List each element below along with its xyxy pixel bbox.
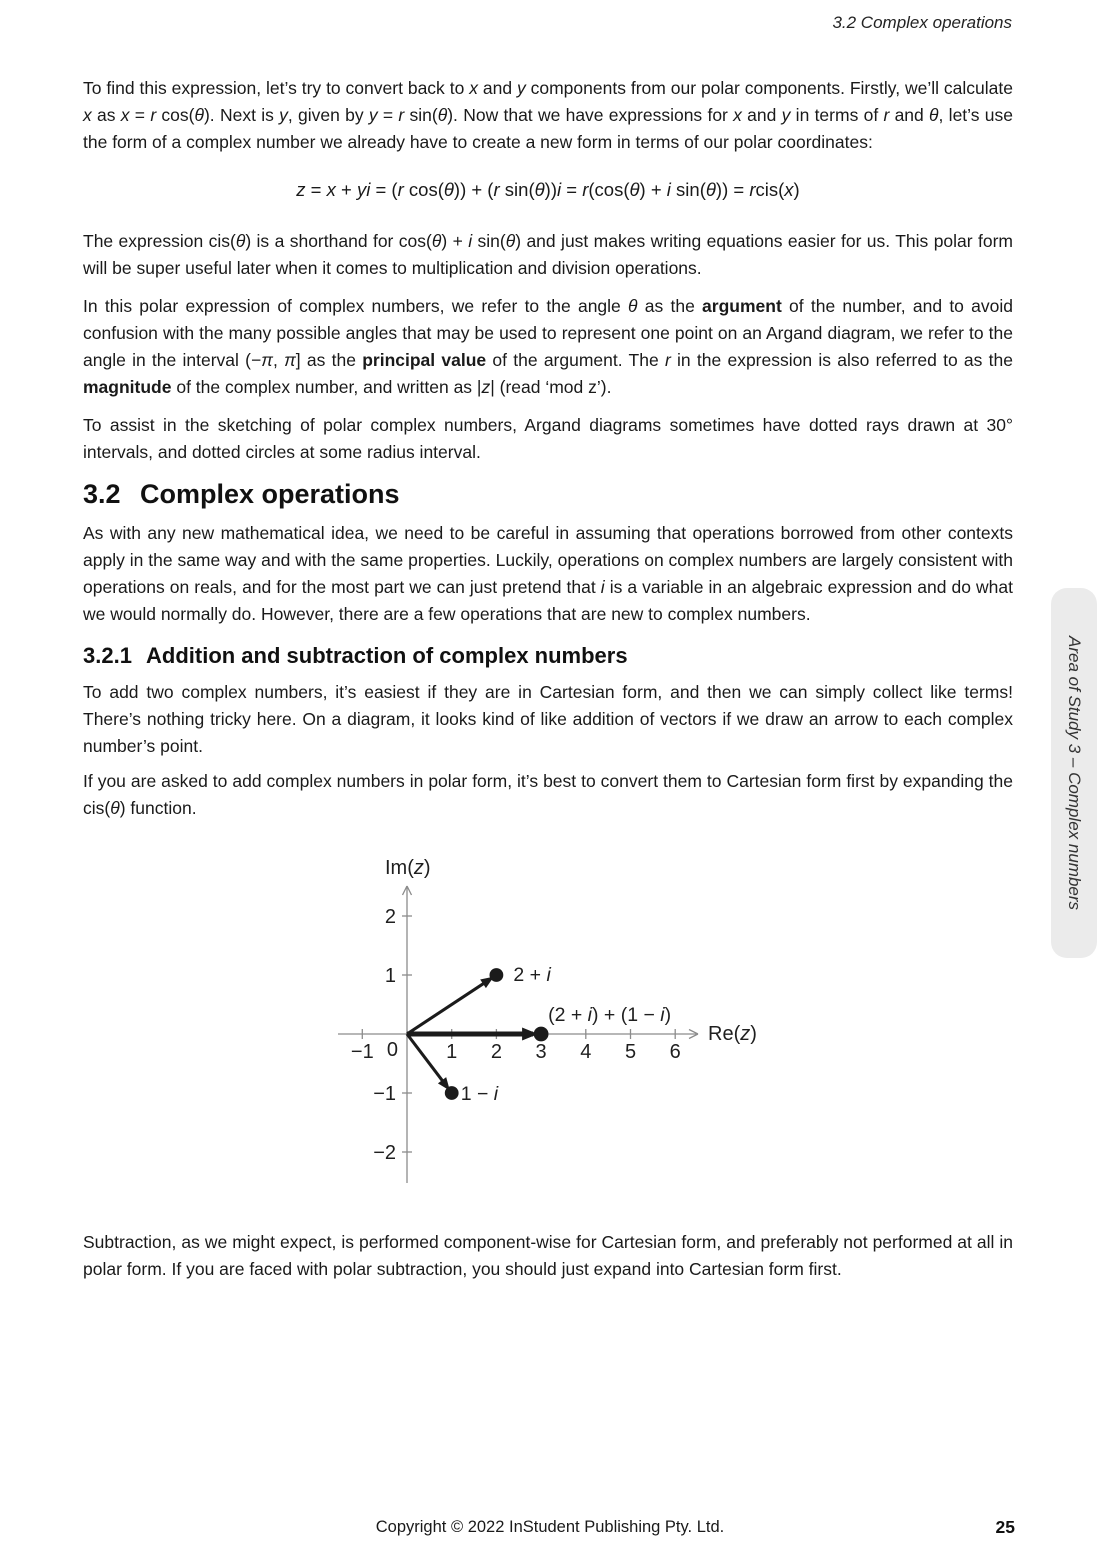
- argand-diagram: [330, 846, 810, 1196]
- paragraph-dotted-rays: To assist in the sketching of polar complex numbers, Argand diagrams sometimes have dotted rays drawn at 30° intervals, and dotted circles at some radius interval.: [83, 415, 1013, 462]
- svg-text:5: 5: [624, 1041, 637, 1063]
- svg-text:1 − i: 1 − i: [460, 1083, 499, 1105]
- page-content: [83, 0, 1013, 1283]
- paragraph-subtraction: Subtraction, as we might expect, is performed component-wise for Cartesian form, and preferably not performed at all in polar form. If you are faced with polar subtraction, you should just expand into Cartesian form first.: [83, 1232, 1013, 1279]
- section-number: 3.2: [83, 479, 121, 509]
- svg-text:−1: −1: [373, 1083, 396, 1105]
- chapter-tab-label: Area of Study 3 – Complex numbers: [1065, 635, 1084, 911]
- paragraph-operations-intro: As with any new mathematical idea, we need to be careful in assuming that operations borrowed from other contexts apply in the same way and with the same properties. Luckily, operations on complex numbers are largely consistent with operations on reals, and for the most part we can just pretend that i is a variable in an algebraic expression and do what we would normally do. However, there are a few operations that are new to complex numbers.: [83, 523, 1013, 624]
- paragraph-polar-addition: If you are asked to add complex numbers in polar form, it’s best to convert them to Cartesian form first by expanding the cis(θ) function.: [83, 771, 1013, 818]
- svg-text:0: 0: [386, 1039, 398, 1061]
- section-title: Complex operations: [140, 479, 400, 509]
- svg-text:2: 2: [490, 1041, 502, 1063]
- page-number: 25: [995, 1517, 1015, 1537]
- subsection-title: Addition and subtraction of complex numbers: [146, 643, 628, 668]
- svg-text:Im(z): Im(z): [385, 857, 431, 879]
- svg-text:Re(z): Re(z): [708, 1023, 757, 1045]
- paragraph-intro-polar: To find this expression, let’s try to convert back to x and y components from our polar components. Firstly, we’ll calculate x as x = r cos(θ). Next is y, given by y = r sin(θ). Now that we have expressions for x and y in terms of r and θ, let’s use the form of a complex number we already have to create a new form in terms of our polar coordinates:: [83, 78, 1013, 152]
- complex-point: [445, 1086, 459, 1100]
- svg-text:1: 1: [384, 965, 396, 987]
- running-header: 3.2 Complex operations: [832, 13, 1012, 32]
- argand-diagram-figure: [83, 846, 1013, 1196]
- svg-text:4: 4: [580, 1041, 592, 1063]
- subsection-heading: [83, 643, 1013, 669]
- chapter-tab: [1051, 588, 1097, 958]
- svg-text:2: 2: [384, 906, 396, 928]
- paragraph-argument-magnitude: In this polar expression of complex numbers, we refer to the angle θ as the argument of the number, and to avoid confusion with the many possible angles that may be used to represent one point on an Argand diagram, we refer to the angle in the interval (−π, π] as the principal value of the argument. The r in the expression is also referred to as the magnitude of the complex number, and written as |z| (read ‘mod z’).: [83, 296, 1013, 397]
- section-heading: [83, 478, 1013, 511]
- svg-text:(2 + i) + (1 − i): (2 + i) + (1 − i): [548, 1004, 672, 1026]
- equation-polar-form: z = x + yi = (r cos(θ)) + (r sin(θ))i = r(cos(θ) + i sin(θ)) = rcis(x): [296, 179, 800, 200]
- svg-text:−2: −2: [373, 1142, 396, 1164]
- svg-text:1: 1: [446, 1041, 458, 1063]
- paragraph-cis-shorthand: The expression cis(θ) is a shorthand for cos(θ) + i sin(θ) and just makes writing equations easier for us. This polar form will be super useful later when it comes to multiplication and division operations.: [83, 231, 1014, 278]
- complex-point: [534, 1027, 549, 1042]
- svg-text:6: 6: [669, 1041, 681, 1063]
- svg-text:3: 3: [535, 1041, 547, 1063]
- svg-text:2 + i: 2 + i: [513, 964, 551, 986]
- complex-point: [490, 968, 504, 982]
- subsection-number: 3.2.1: [83, 643, 132, 668]
- svg-text:−1: −1: [350, 1041, 374, 1063]
- footer-copyright: Copyright © 2022 InStudent Publishing Pty. Ltd.: [375, 1518, 725, 1536]
- paragraph-addition-cartesian: To add two complex numbers, it’s easiest if they are in Cartesian form, and then we can simply collect like terms! There’s nothing tricky here. On a diagram, it looks kind of like addition of vectors if we draw an arrow to each complex number’s point.: [83, 682, 1013, 756]
